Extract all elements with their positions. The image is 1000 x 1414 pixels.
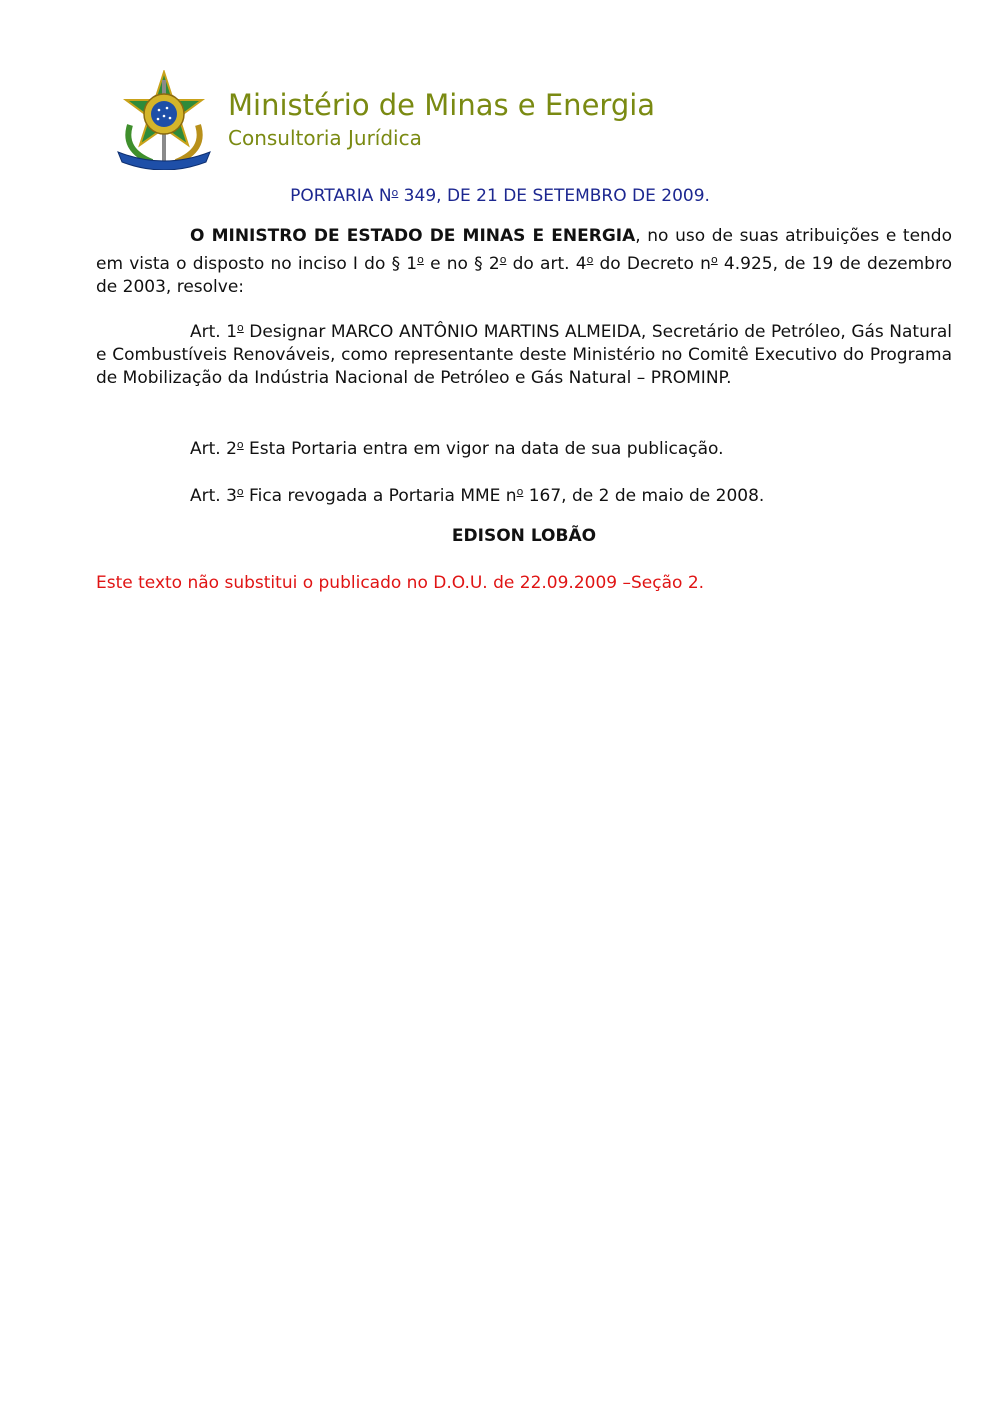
- preamble-paragraph: [96, 225, 952, 299]
- article-3: [96, 480, 952, 508]
- article-1: [96, 316, 952, 390]
- article-text: Designar MARCO ANTÔNIO MARTINS ALMEIDA, Secretário de Petróleo, Gás Natural e Combustíveis Renováveis, como representante deste Ministério no Comitê Executivo do Programa de Mobilização da Indústria Nacional de Petróleo e Gás Natural – PROMINP.: [96, 322, 952, 388]
- heading-suffix: 349, DE 21 DE SETEMBRO DE 2009.: [398, 186, 710, 206]
- ordinal-mark: o: [516, 485, 524, 498]
- organization-title: Ministério de Minas e Energia: [228, 88, 656, 122]
- preamble-text: 4.925, de 19 de dezembro de 2003, resolve:: [96, 254, 952, 297]
- article-text: Fica revogada a Portaria MME n: [243, 486, 517, 506]
- letterhead: [112, 70, 812, 170]
- heading-ordinal: o: [391, 186, 399, 199]
- ordinal-mark: o: [236, 438, 244, 451]
- ordinal-mark: o: [236, 485, 244, 498]
- article-text: Esta Portaria entra em vigor na data de sua publicação.: [243, 439, 724, 459]
- article-2: [96, 433, 952, 461]
- ordinal-mark: o: [710, 253, 718, 266]
- preamble-text: do art. 4: [506, 254, 587, 274]
- ordinal-mark: o: [499, 253, 507, 266]
- ordinal-mark: o: [417, 253, 424, 266]
- article-label: Art. 3: [190, 486, 237, 506]
- article-label: Art. 2: [190, 439, 237, 459]
- article-label: Art. 1: [190, 322, 238, 342]
- heading-prefix: PORTARIA N: [290, 186, 392, 206]
- ordinal-mark: o: [586, 253, 594, 266]
- ordinal-mark: o: [237, 321, 244, 334]
- disclaimer-note: Este texto não substitui o publicado no D.O.U. de 22.09.2009 –Seção 2.: [96, 573, 705, 593]
- ordinance-heading: [0, 186, 1000, 206]
- preamble-text: e no § 2: [423, 254, 500, 274]
- brazil-coat-of-arms-icon: [112, 70, 216, 170]
- minister-title: O MINISTRO DE ESTADO DE MINAS E ENERGIA: [190, 226, 636, 246]
- signatory-name: EDISON LOBÃO: [451, 526, 597, 546]
- article-text: 167, de 2 de maio de 2008.: [523, 486, 765, 506]
- organization-subtitle: Consultoria Jurídica: [228, 126, 422, 150]
- preamble-text: , no uso de suas atribuições e tendo em vista o disposto no inciso I do § 1: [96, 226, 952, 274]
- preamble-text: do Decreto n: [593, 254, 711, 274]
